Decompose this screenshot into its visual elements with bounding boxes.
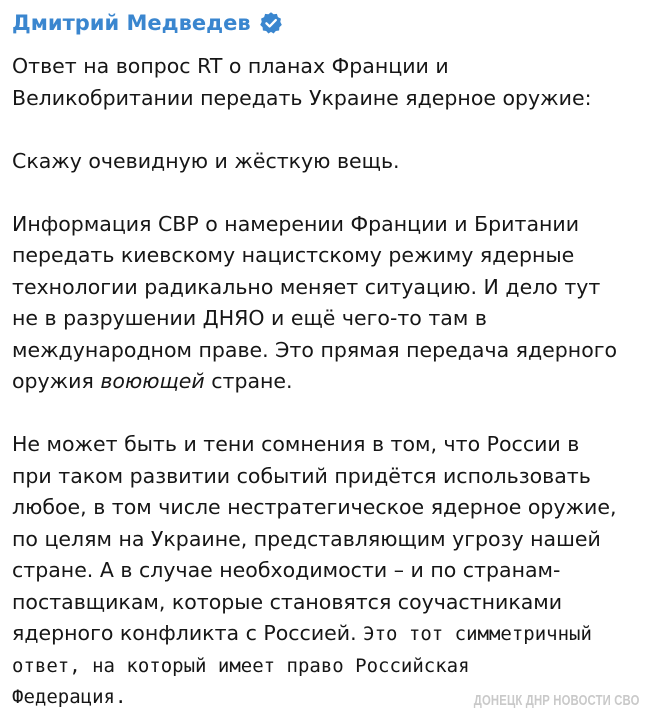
post-body: [12, 51, 642, 714]
text-segment: ядерного конфликта с Россией.: [12, 621, 364, 645]
text-line: Не может быть и тени сомнения в том, что России в: [12, 432, 580, 456]
text-line: Великобритании передать Украине ядерное оружие:: [12, 85, 592, 110]
text-line: поставщикам, которые становятся соучастниками: [12, 589, 563, 614]
paragraph-2: [12, 146, 642, 178]
text-line: передать киевскому нацистскому режиму ядерные: [12, 243, 575, 267]
text-line: [12, 618, 642, 651]
text-line: стране. А в случае необходимости – и по странам-: [12, 558, 561, 582]
verified-badge-icon: [259, 11, 283, 35]
italic-text: воюющей: [100, 369, 205, 393]
paragraph-4: [12, 429, 642, 714]
text-line: Ответ на вопрос RT о планах Франции и: [12, 54, 449, 78]
text-segment: оружия: [12, 369, 101, 393]
paragraph-3: [12, 209, 642, 398]
text-line: по целям на Украине, представляющим угрозу нашей: [12, 526, 601, 551]
monospace-text: Это тот симметричный: [363, 623, 592, 645]
monospace-line: ответ, на который имеет право Российская: [12, 654, 470, 677]
author-name[interactable]: Дмитрий Медведев: [12, 11, 251, 35]
text-line: при таком развитии событий придётся использовать: [12, 463, 591, 488]
text-line: технологии радикально меняет ситуацию. И дело тут: [12, 274, 601, 299]
telegram-post: [12, 8, 642, 714]
monospace-line: Федерация.: [12, 686, 127, 708]
text-line: любое, в том числе нестратегическое ядерное оружие,: [12, 495, 617, 519]
post-header: [12, 8, 642, 38]
text-line: международном праве. Это прямая передача ядерного: [12, 337, 618, 362]
watermark: ДОНЕЦК ДНР НОВОСТИ СВО: [474, 693, 640, 709]
text-segment: стране.: [204, 369, 293, 393]
text-line: [12, 366, 642, 398]
text-line: не в разрушении ДНЯО и ещё чего-то там в: [12, 306, 487, 330]
text-line: Скажу очевидную и жёсткую вещь.: [12, 148, 400, 173]
paragraph-1: [12, 51, 642, 114]
text-line: Информация СВР о намерении Франции и Британии: [12, 211, 580, 236]
